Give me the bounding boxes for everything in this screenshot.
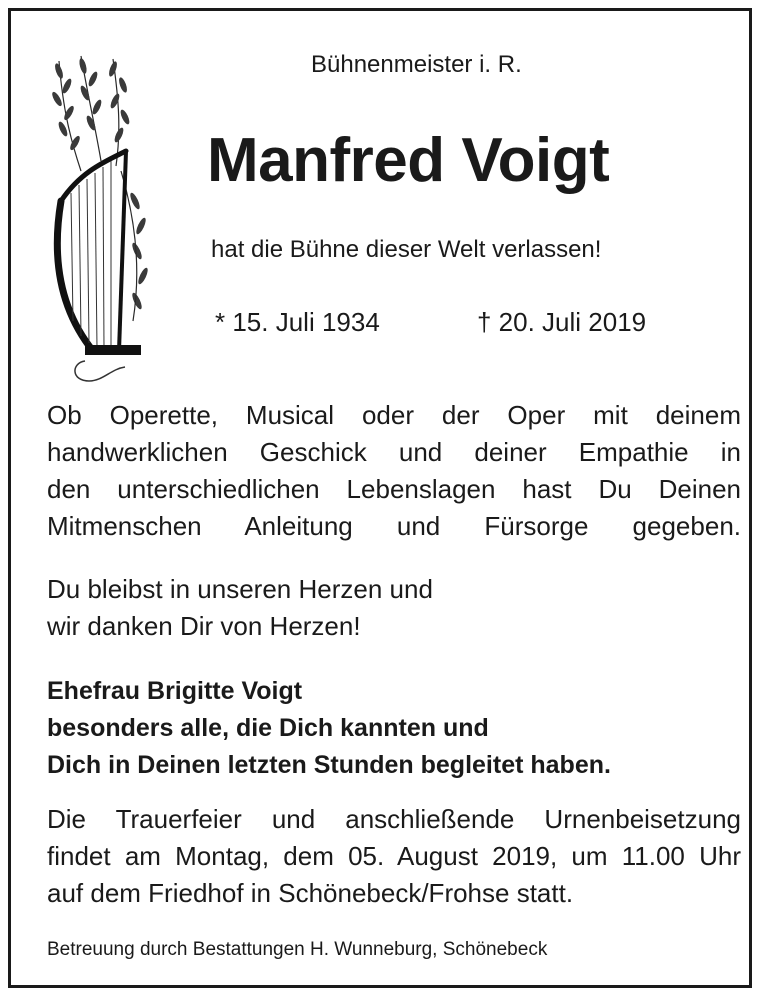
mourner-line: besonders alle, die Dich kannten und xyxy=(47,714,489,742)
funeral-paragraph xyxy=(47,801,741,912)
death-date: † 20. Juli 2019 xyxy=(477,307,647,337)
farewell-line: wir danken Dir von Herzen! xyxy=(47,611,361,641)
mourner-line: Ehefrau Brigitte Voigt xyxy=(47,677,303,705)
funeral-line: auf dem Friedhof in Schönebeck/Frohse statt. xyxy=(47,878,574,908)
harp-with-laurel-icon xyxy=(41,51,161,391)
farewell-paragraph xyxy=(47,571,741,645)
funeral-home-credit: Betreuung durch Bestattungen H. Wunneburg, Schönebeck xyxy=(47,939,548,960)
mourner-line: Dich in Deinen letzten Stunden begleitet haben. xyxy=(47,751,611,779)
tribute-paragraph xyxy=(47,397,741,545)
tribute-line: Ob Operette, Musical oder der Oper mit deinem xyxy=(47,400,741,430)
farewell-line: Du bleibst in unseren Herzen und xyxy=(47,574,433,604)
birth-date: * 15. Juli 1934 xyxy=(215,307,380,337)
funeral-line: findet am Montag, dem 05. August 2019, um 11.00 Uhr xyxy=(47,841,741,871)
tribute-line: Mitmenschen Anleitung und Fürsorge gegeben. xyxy=(47,511,741,541)
funeral-line: Die Trauerfeier und anschließende Urnenbeisetzung xyxy=(47,804,741,834)
obituary-frame xyxy=(8,8,752,988)
job-title: Bühnenmeister i. R. xyxy=(311,51,522,78)
tagline: hat die Bühne dieser Welt verlassen! xyxy=(211,236,602,263)
deceased-name: Manfred Voigt xyxy=(207,126,610,195)
mourners-block xyxy=(47,673,741,784)
tribute-line: handwerklichen Geschick und deiner Empathie in xyxy=(47,437,741,467)
tribute-line: den unterschiedlichen Lebenslagen hast Du Deinen xyxy=(47,474,741,504)
